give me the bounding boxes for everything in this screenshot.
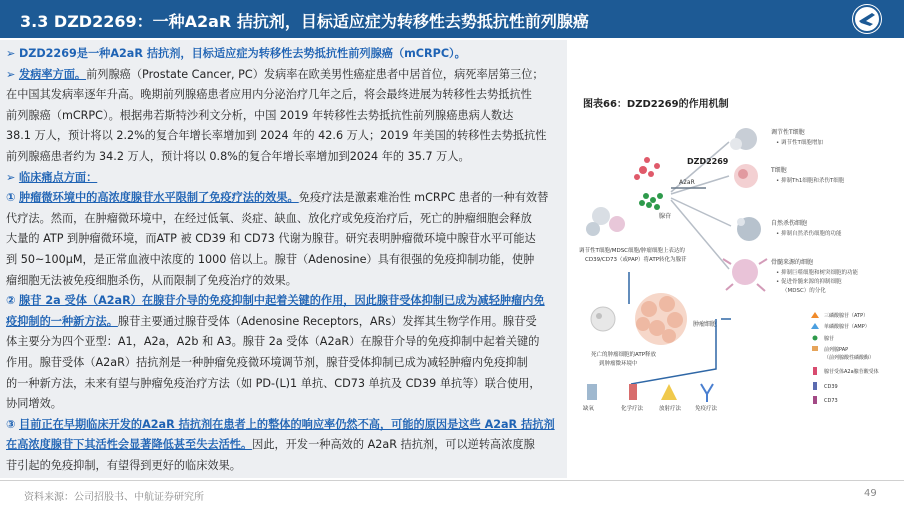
legend-cd39: CD39 (824, 384, 838, 390)
source-note: 资料来源：公司招股书、中航证券研究所 (24, 492, 204, 503)
receptor-icon (813, 367, 817, 375)
incidence-line: 前列腺癌（Prostate Cancer, PC）发病率在欧美男性癌症患者中居首位，病死率居第三位； (86, 67, 544, 81)
cd73-icon (813, 396, 817, 404)
pain-point-3-line: 苷引起的免疫抑制，有望得到更好的临床效果。 (6, 458, 241, 472)
t-cell-label: T细胞 (771, 167, 787, 174)
nk-desc: • 抑制自然杀伤细胞的功能 (776, 231, 842, 237)
chemo-label: 化学疗法 (621, 406, 644, 412)
arrow-bullet-icon: ➢ (6, 170, 16, 184)
pain-point-2-heading: 腺苷 2a 受体（A2aR）在腺苷介导的免疫抑制中起着关键的作用，因此腺苷受体抑制已成为减轻肿瘤内免 (19, 294, 545, 308)
pain-points-heading: 临床痛点方面： (18, 170, 98, 184)
legend-amp: 单磷酸腺苷（AMP） (824, 324, 870, 330)
radio-icon (661, 384, 677, 400)
hypoxia-icon (587, 384, 597, 400)
pain-point-2-heading: 疫抑制的一种新方法。 (6, 314, 118, 328)
incidence-line: 前列腺癌（mCRPC）。根据弗若斯特沙利文分析，中国 2019 年转移性去势抵抗性前列腺癌患病人数达 (6, 108, 514, 122)
chemo-icon (629, 384, 637, 400)
company-logo-icon (852, 4, 882, 34)
myeloid-desc: （MDSC）的分化 (782, 288, 826, 294)
radio-label: 放射疗法 (659, 406, 682, 412)
myeloid-desc: • 抑制巨噬细胞和树突细胞的功能 (776, 270, 858, 276)
pain-point-2-line: 作用。腺苷受体（A2aR）拮抗剂是一种肿瘤免疫微环境调节剂，腺苷受体抑制已成为减轻肿瘤内免疫抑制 (6, 355, 528, 369)
myeloid-desc: • 促进骨髓来源的抑制细胞 (776, 279, 842, 285)
incidence-line: 38.1 万人，预计将以 2.2%的复合年增长率增加到 2024 年的 42.6 万人；2019 年美国的转移性去势抵抗性 (6, 129, 547, 143)
adenosine-label: 腺苷 (659, 213, 672, 220)
pain-point-2-line: 体主要分为四个亚型：A1，A2a，A2b 和 A3。腺苷 2a 受体（A2aR）在腺苷介导的免疫抑制中起着关键的 (6, 335, 540, 349)
myeloid-cell-icon (723, 259, 767, 291)
incidence-line: 前列腺癌患者约为 34.2 万人，预计将以 0.8%的复合年增长率增加到2024 年的 35.7 万人。 (6, 149, 470, 163)
conversion-note: CD39/CD73（或PAP）将ATP转化为腺苷 (585, 257, 687, 263)
pap-icon (812, 346, 818, 351)
t-cell-icon (734, 164, 758, 188)
summary-line (6, 44, 466, 65)
point-number: ③ (6, 417, 16, 431)
figure-caption: 图表66：DZD2269的作用机制 (583, 99, 729, 110)
point-number: ② (6, 294, 16, 308)
tumor-label: 肿瘤细胞 (693, 321, 718, 328)
t-cell-desc: • 抑制Th1细胞和杀伤T细胞 (776, 178, 845, 184)
adenosine-cluster-icon (639, 193, 663, 210)
pain-point-2-line: 的一种新方法，未来有望与肿瘤免疫治疗方法（如 PD-(L)1 单抗、CD73 单抗及 CD39 单抗等）联合使用， (6, 376, 541, 390)
dead-cell-note: 死亡的肿瘤细胞的ATP释放 (591, 352, 657, 358)
pain-point-2-line: 腺苷主要通过腺苷受体（Adenosine Receptors，ARs）发挥其生物学作用。腺苷受 (117, 314, 537, 328)
point-number: ① (6, 191, 16, 205)
page-number: 49 (864, 488, 877, 499)
legend-pap: 前列腺PAP (824, 347, 849, 353)
reg-t-label: 调节性T细胞 (771, 129, 805, 136)
pain-point-1-line: 免疫疗法是激素难治性 mCRPC 患者的一种有效替 (298, 191, 549, 205)
header-bar (0, 0, 904, 38)
immuno-icon (701, 384, 713, 402)
pain-point-1-line: 大量的 ATP 到肿瘤微环境，而ATP 被 CD39 和 CD73 代谢为腺苷。研究表明肿瘤微环境中腺苷水平可能达 (6, 232, 536, 246)
pain-point-1-heading: 肿瘤微环境中的高浓度腺苷水平限制了免疫疗法的效果。 (19, 191, 299, 205)
pain-points-heading-line (6, 168, 97, 189)
arrow-bullet-icon: ➢ (6, 47, 16, 60)
pain-point-1-line: 瘤细胞无法被免疫细胞杀伤，从而限制了免疫治疗的效果。 (6, 273, 297, 287)
dead-cell-note: 到肿瘤微环境中 (599, 361, 638, 367)
tumor-cluster-icon (635, 293, 687, 345)
drug-label: DZD2269 (687, 157, 729, 166)
pain-point-1-line: 代疗法。然而，在肿瘤微环境中，在经过低氧、炎症、缺血、放化疗或免疫治疗后，死亡的肿瘤细胞会释放 (6, 211, 532, 225)
incidence-paragraph (6, 65, 546, 168)
mechanism-figure (571, 114, 899, 424)
receptor-label: A2aR (679, 179, 695, 186)
legend-cd73: CD73 (824, 398, 838, 404)
nk-label: 自然杀伤细胞 (771, 220, 808, 227)
reg-t-cell-icon (730, 128, 757, 150)
legend-ado: 腺苷 (824, 336, 835, 342)
slide-title: 3.3 DZD2269：一种A2aR 拮抗剂，目标适应症为转移性去势抵抗性前列腺癌 (20, 12, 589, 31)
pain-point-3 (6, 415, 555, 477)
legend-atp: 三磷酸腺苷（ATP） (824, 313, 869, 319)
legend (811, 312, 879, 404)
drug-molecule-icon (634, 157, 660, 180)
reg-t-desc: • 调节性T细胞增加 (776, 140, 823, 146)
legend-pap: （前列腺酸性磷酸酶） (824, 355, 875, 361)
footer-divider (0, 480, 904, 481)
myeloid-label: 骨髓来源的细胞 (771, 259, 814, 266)
hypoxia-label: 缺氧 (583, 406, 595, 412)
cd39-icon (813, 382, 817, 390)
pain-point-1 (6, 188, 548, 291)
summary-text: DZD2269是一种A2aR 拮抗剂，目标适应症为转移性去势抵抗性前列腺癌（mCRPC）。 (18, 47, 466, 60)
amp-icon (811, 323, 819, 329)
pain-point-3-line: 因此，开发一种高效的 A2aR 拮抗剂，可以逆转高浓度腺 (252, 438, 535, 452)
conversion-note: 调节性T细胞/MDSC细胞/肿瘤细胞上表达的 (579, 248, 685, 254)
incidence-line: 在中国其发病率逐年升高。晚期前列腺癌患者应用内分泌治疗几年之后，将会最终进展为转移性去势抵抗性 (6, 88, 532, 102)
atp-icon (811, 312, 819, 318)
pain-point-2-line: 协同增效。 (6, 397, 62, 411)
pain-point-1-line: 到 50~100μM，是正常血液中浓度的 1000 倍以上。腺苷（Adenosine）具有很强的免疫抑制功能，使肿 (6, 252, 535, 266)
nk-cell-icon (737, 217, 761, 241)
immuno-label: 免疫疗法 (695, 406, 718, 412)
enzyme-cells-icon (586, 207, 625, 236)
arrow-bullet-icon: ➢ (6, 67, 16, 81)
pain-point-2 (6, 291, 545, 415)
pain-point-3-heading: 在高浓度腺苷下其活性会显著降低甚至失去活性。 (6, 438, 253, 452)
incidence-heading: 发病率方面。 (18, 67, 87, 81)
pain-point-3-heading: 目前正在早期临床开发的A2aR 拮抗剂在患者上的整体的响应率仍然不高，可能的原因是这些 A2aR 拮抗剂 (19, 417, 555, 431)
legend-rec: 腺苷受体A2a腺苷酸受体 (824, 369, 879, 375)
dead-cell-icon (591, 307, 615, 331)
adenosine-icon (813, 336, 818, 341)
